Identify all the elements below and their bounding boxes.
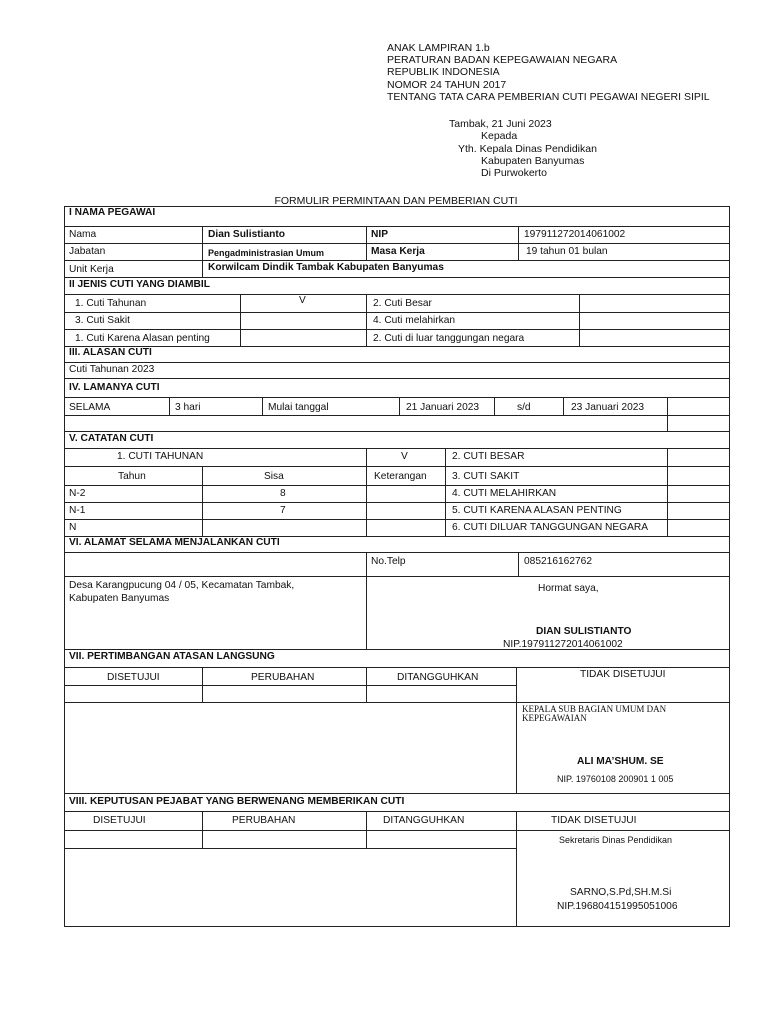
rule [667, 397, 668, 431]
supervisor-postponed: DITANGGUHKAN [397, 672, 479, 683]
addressee-kepada: Kepada [481, 130, 518, 142]
position-value: Pengadministrasian Umum [208, 248, 325, 258]
addressee-kabupaten: Kabupaten Banyumas [481, 155, 585, 167]
start-date-value: 21 Januari 2023 [406, 402, 480, 413]
supervisor-approved: DISETUJUI [107, 672, 160, 683]
official-changed: PERUBAHAN [232, 815, 296, 826]
section-title-address: VI. ALAMAT SELAMA MENJALANKAN CUTI [69, 537, 280, 548]
section-title-leave-type: II JENIS CUTI YANG DIAMBIL [69, 279, 210, 290]
header-line: NOMOR 24 TAHUN 2017 [387, 78, 507, 91]
col-year: Tahun [118, 471, 146, 482]
rule [202, 667, 203, 702]
rule [667, 448, 668, 536]
nip-value: 197911272014061002 [524, 229, 626, 240]
leave-option-sick: 3. Cuti Sakit [75, 315, 130, 326]
until-label: s/d [517, 402, 531, 413]
rule [64, 485, 730, 486]
rule [366, 448, 367, 466]
work-unit-label: Unit Kerja [69, 264, 114, 275]
row-remaining-n2: 8 [280, 488, 286, 499]
rule [366, 667, 367, 702]
rule [64, 502, 730, 503]
rule [64, 378, 730, 379]
end-date-value: 23 Januari 2023 [571, 402, 645, 413]
header-line: ANAK LAMPIRAN 1.b [387, 42, 490, 54]
col-remaining: Sisa [264, 471, 284, 482]
rule [64, 466, 730, 467]
rule [64, 552, 730, 553]
name-label: Nama [69, 229, 97, 240]
section-title-supervisor: VII. PERTIMBANGAN ATASAN LANGSUNG [69, 651, 275, 662]
rule [64, 362, 730, 363]
rule [366, 811, 367, 848]
form-title: FORMULIR PERMINTAAN DAN PEMBERIAN CUTI [274, 195, 518, 207]
rule [399, 397, 400, 415]
rule [64, 848, 516, 849]
rule [64, 415, 730, 416]
rule [579, 294, 580, 346]
big-leave-label: 2. CUTI BESAR [452, 451, 525, 462]
leave-option-maternity: 4. Cuti melahirkan [373, 315, 456, 326]
rule [64, 329, 730, 330]
supervisor-position-line-2: KEPEGAWAIAN [522, 713, 587, 723]
closing-greeting: Hormat saya, [538, 583, 599, 594]
row-year-n: N [69, 522, 77, 533]
checkmark-annual: V [299, 295, 306, 306]
work-period-value: 19 tahun 01 bulan [526, 246, 608, 257]
leave-option-important: 1. Cuti Karena Alasan penting [75, 333, 210, 344]
work-unit-value: Korwilcam Dindik Tambak Kabupaten Banyumas [208, 262, 444, 273]
rule [202, 466, 203, 536]
header-line: PERATURAN BADAN KEPEGAWAIAN NEGARA [387, 54, 618, 67]
rule [202, 811, 203, 848]
rule [202, 226, 203, 277]
section-title-decision: VIII. KEPUTUSAN PEJABAT YANG BERWENANG MEMBERIKAN CUTI [69, 796, 405, 807]
work-period-label: Masa Kerja [371, 246, 425, 257]
rule [366, 466, 367, 536]
rule [169, 397, 170, 415]
address-line-2: Kabupaten Banyumas [69, 593, 170, 604]
supervisor-name: ALI MA’SHUM. SE [577, 756, 664, 767]
rule [64, 277, 730, 278]
supervisor-nip: NIP. 19760108 200901 1 005 [557, 774, 674, 784]
section-title-employee: I NAMA PEGAWAI [69, 207, 156, 218]
applicant-nip: NIP.197911272014061002 [503, 639, 623, 650]
place-date: Tambak, 21 Juni 2023 [449, 118, 552, 130]
rule [64, 312, 730, 313]
start-date-label: Mulai tanggal [268, 402, 329, 413]
phone-value: 085216162762 [524, 556, 592, 567]
sick-leave-label: 3. CUTI SAKIT [452, 471, 520, 482]
rule [64, 397, 730, 398]
rule [64, 667, 730, 668]
rule [516, 667, 517, 793]
rule [240, 294, 241, 346]
rule [64, 431, 730, 432]
rule [262, 397, 263, 415]
header-line: REPUBLIK INDONESIA [387, 66, 500, 79]
row-year-n1: N-1 [69, 505, 86, 516]
official-nip: NIP.196804151995051006 [557, 901, 678, 912]
position-label: Jabatan [69, 246, 106, 257]
rule [516, 811, 517, 927]
leave-option-unpaid: 2. Cuti di luar tanggungan negara [373, 333, 525, 344]
regulation-header [387, 42, 710, 103]
rule [366, 294, 367, 346]
row-remaining-n1: 7 [280, 505, 286, 516]
rule [64, 811, 730, 812]
rule [64, 294, 730, 295]
annual-leave-mark: V [401, 451, 408, 462]
annual-leave-label: 1. CUTI TAHUNAN [117, 451, 204, 462]
supervisor-position-line-1: KEPALA SUB BAGIAN UMUM DAN [522, 704, 667, 714]
applicant-name: DIAN SULISTIANTO [536, 626, 632, 637]
rule [64, 448, 730, 449]
official-name: SARNO,S.Pd,SH.M.Si [570, 887, 672, 898]
addressee-city: Di Purwokerto [481, 167, 547, 179]
rule [518, 552, 519, 576]
official-position: Sekretaris Dinas Pendidikan [559, 835, 673, 845]
rule [518, 226, 519, 260]
nip-label: NIP [371, 229, 388, 240]
name-value: Dian Sulistianto [208, 229, 285, 240]
col-notes: Keterangan [374, 471, 427, 482]
address-line-1: Desa Karangpucung 04 / 05, Kecamatan Tambak, [69, 580, 295, 591]
header-line: TENTANG TATA CARA PEMBERIAN CUTI PEGAWAI NEGERI SIPIL [387, 90, 710, 103]
rule [64, 649, 730, 650]
phone-label: No.Telp [371, 556, 406, 567]
supervisor-changed: PERUBAHAN [251, 672, 315, 683]
official-rejected: TIDAK DISETUJUI [551, 815, 637, 826]
section-title-duration: IV. LAMANYA CUTI [69, 382, 160, 393]
rule [366, 226, 367, 260]
rule [563, 397, 564, 415]
leave-option-big: 2. Cuti Besar [373, 298, 432, 309]
rule [64, 576, 730, 577]
rule [445, 448, 446, 536]
supervisor-rejected: TIDAK DISETUJUI [580, 669, 666, 680]
leave-option-annual: 1. Cuti Tahunan [75, 298, 147, 309]
rule [494, 397, 495, 415]
rule [64, 346, 730, 347]
official-approved: DISETUJUI [93, 815, 146, 826]
rule [64, 685, 516, 686]
unpaid-leave-label: 6. CUTI DILUAR TANGGUNGAN NEGARA [452, 522, 649, 533]
rule [64, 260, 730, 261]
rule [366, 552, 367, 649]
rule [64, 793, 730, 794]
row-year-n2: N-2 [69, 488, 86, 499]
rule [64, 830, 730, 831]
rule [64, 226, 730, 227]
rule [64, 519, 730, 520]
section-title-leave-notes: V. CATATAN CUTI [69, 433, 154, 444]
duration-value: 3 hari [175, 402, 201, 413]
rule [64, 243, 730, 244]
addressee-yth: Yth. Kepala Dinas Pendidikan [458, 143, 597, 155]
maternity-leave-label: 4. CUTI MELAHIRKAN [452, 488, 557, 499]
duration-label: SELAMA [69, 402, 111, 413]
important-leave-label: 5. CUTI KARENA ALASAN PENTING [452, 505, 622, 516]
reason-value: Cuti Tahunan 2023 [69, 364, 155, 375]
official-postponed: DITANGGUHKAN [383, 815, 465, 826]
section-title-reason: III. ALASAN CUTI [69, 347, 152, 358]
